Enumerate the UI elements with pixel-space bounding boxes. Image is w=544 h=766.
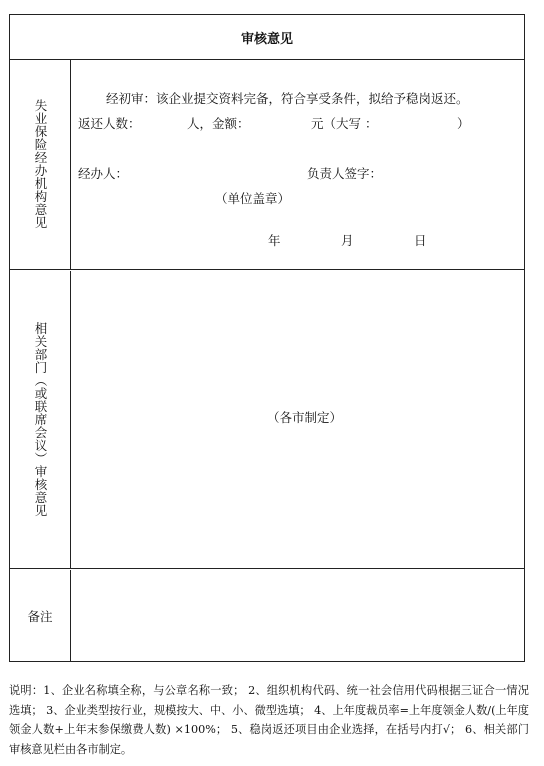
table-title: 审核意见	[10, 15, 524, 60]
year-label: 年	[268, 233, 281, 248]
handler-label: 经办人：	[78, 166, 129, 181]
city-defined-text: （各市制定）	[267, 410, 343, 425]
unemployment-insurance-agency-label-cell	[10, 59, 71, 269]
related-departments-label-cell	[10, 271, 71, 568]
row-divider	[10, 568, 524, 569]
close-paren: ）	[457, 116, 470, 131]
row-divider	[10, 269, 524, 270]
person-unit-label: 人，	[187, 116, 213, 131]
amount-label: 金额：	[212, 116, 250, 131]
remarks-label-cell	[10, 570, 71, 661]
amount-capital-label: 元（大写 ：	[311, 116, 378, 131]
refund-count-label: 返还人数：	[78, 116, 141, 131]
remarks-label: 备注	[27, 608, 53, 624]
related-departments-label: 相关部门（或联席会议）审核意见	[33, 322, 48, 517]
month-label: 月	[341, 233, 354, 248]
instructions-note: 说明：1、企业名称填全称，与公章名称一致； 2、组织机构代码、统一社会信用代码根据三证合一情况选填； 3、企业类型按行业，规模按大、中、小、微型选填； 4、上年度裁员率=上年度领金人数/(上年度领金人数+上年末参保缴费人数) ×100%； 5、稳岗返还项目由企业选择，在括号内打√； 6、相关部门审核意见栏由各市制定。	[9, 684, 529, 756]
initial-review-text: 经初审：该企业提交资料完备，符合享受条件，拟给予稳岗返还。	[106, 91, 469, 106]
day-label: 日	[414, 233, 427, 248]
leader-signature-label: 负责人签字：	[307, 166, 383, 181]
unemployment-insurance-agency-label: 失业保险经办机构意见	[33, 99, 48, 229]
unit-seal-label: （单位盖章）	[215, 191, 291, 206]
review-opinion-table	[9, 14, 525, 662]
